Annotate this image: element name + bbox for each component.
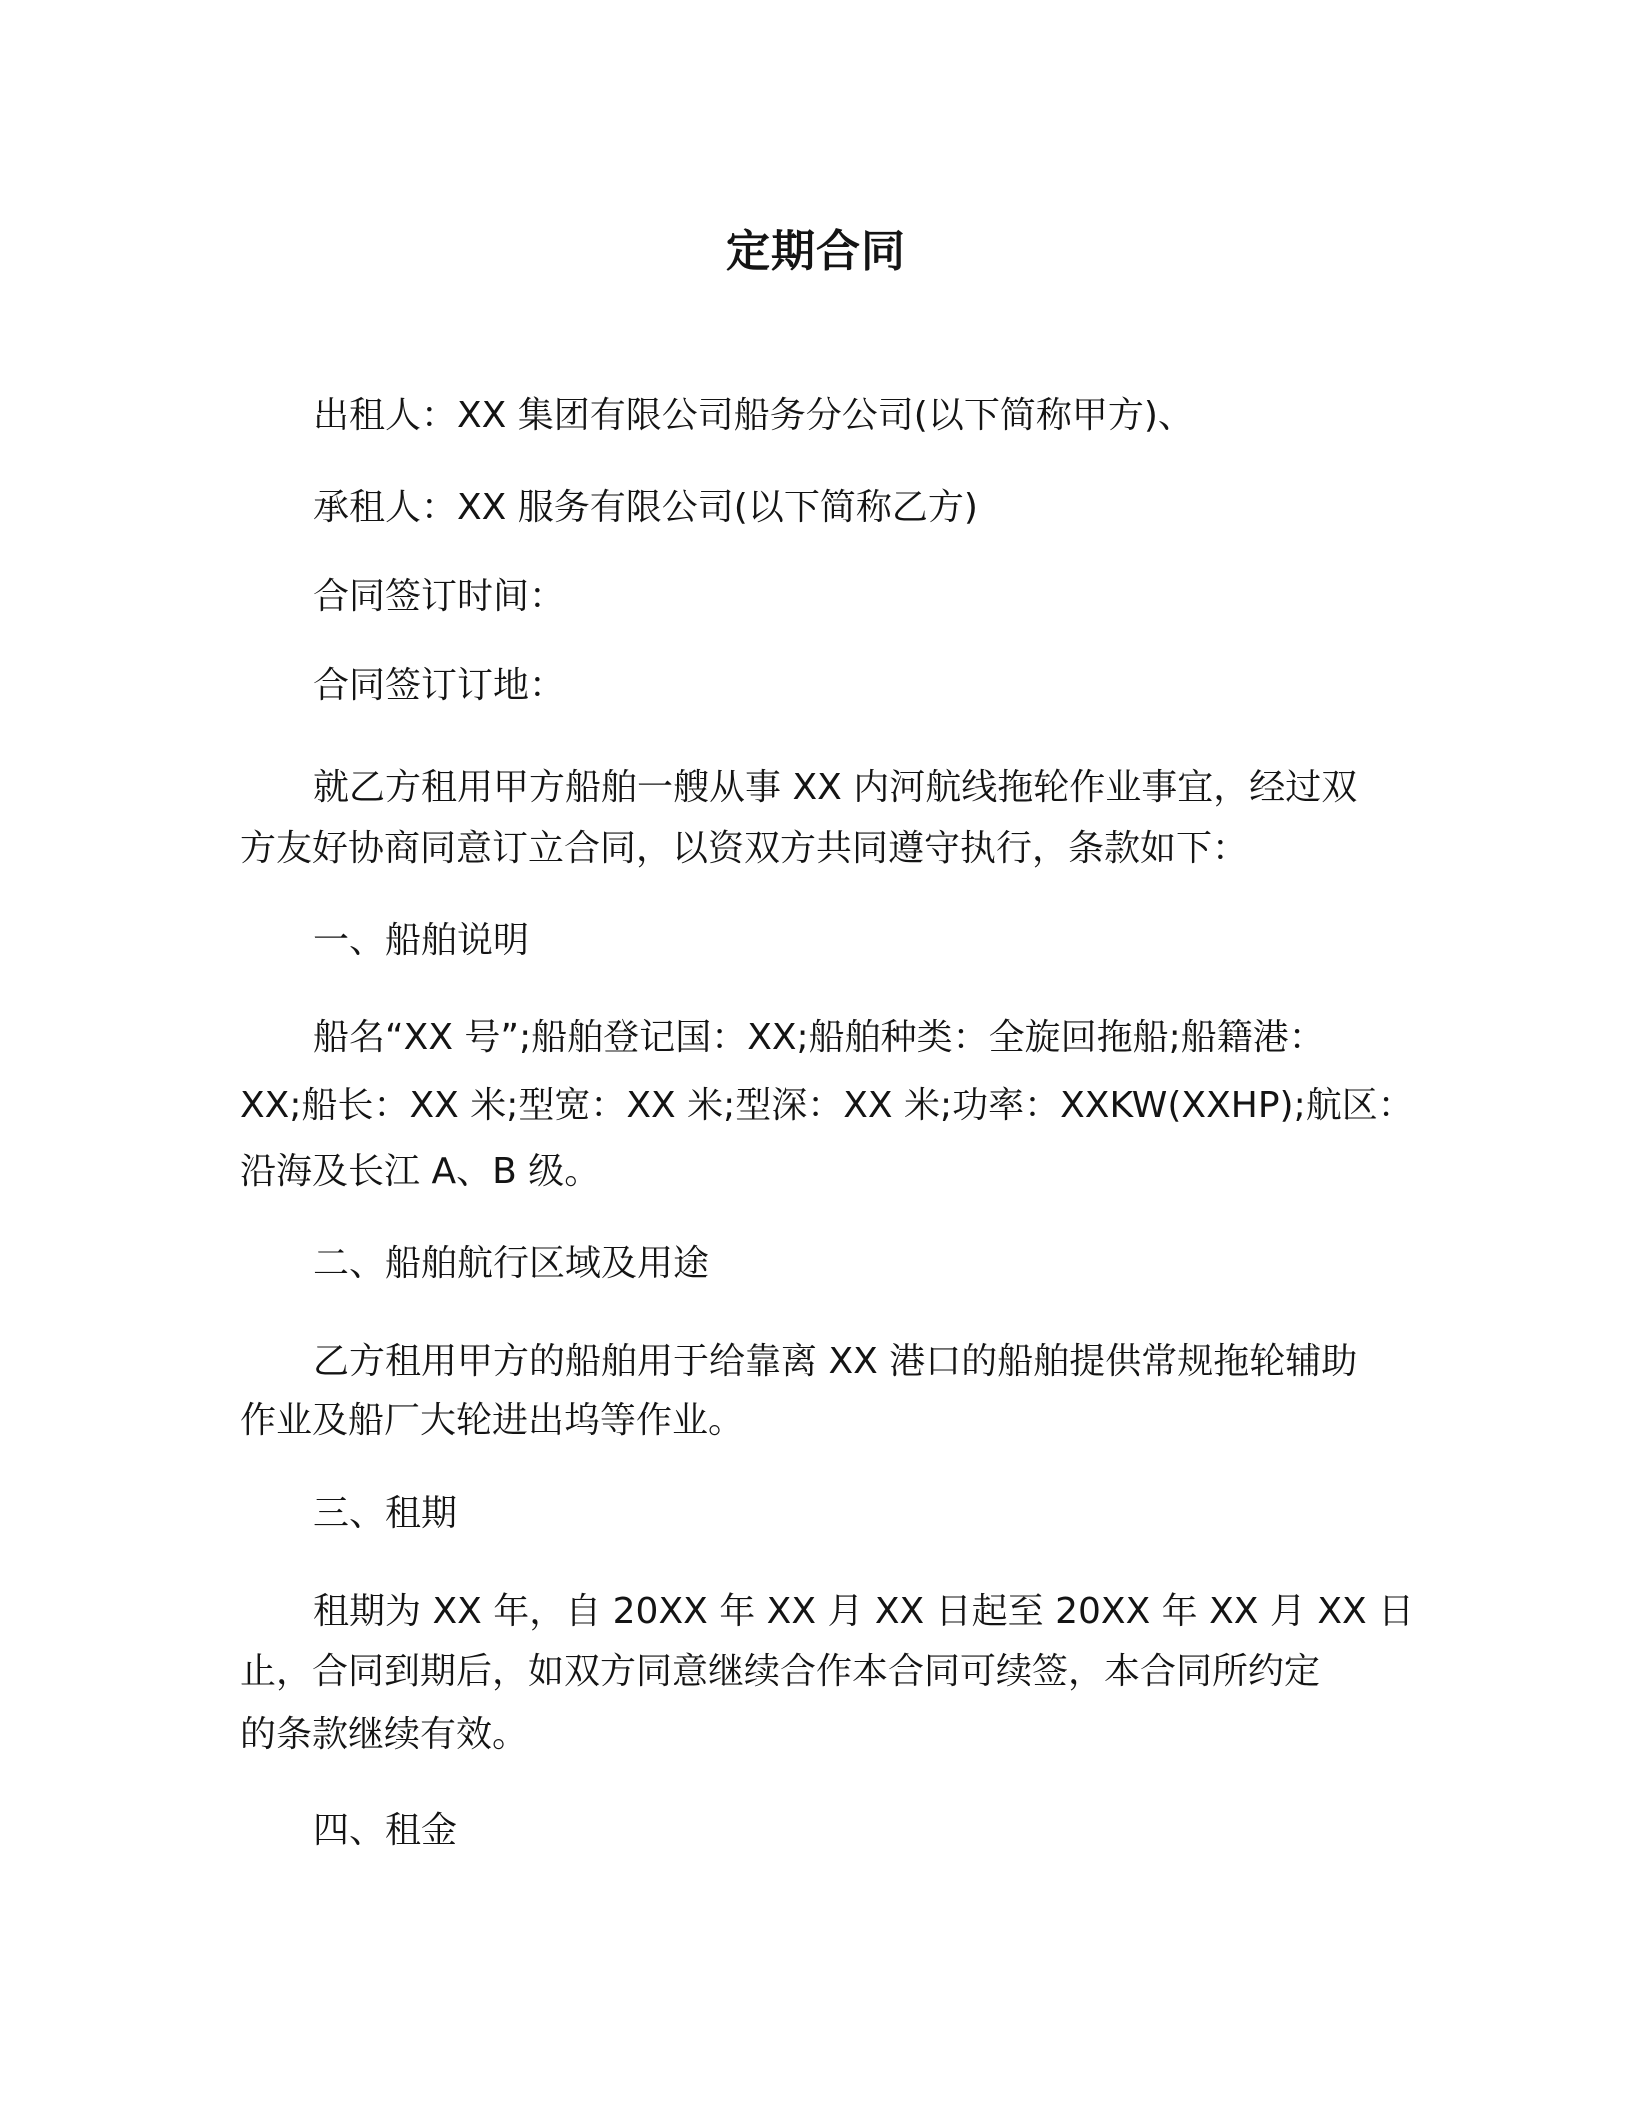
section-2-heading: 二、船舶航行区域及用途 [313,1243,710,1284]
preamble-line-1: 就乙方租用甲方船舶一艘从事 XX 内河航线拖轮作业事宜，经过双 [313,767,1358,808]
section-1-heading: 一、船舶说明 [313,920,530,961]
usage-line-1: 乙方租用甲方的船舶用于给靠离 XX 港口的船舶提供常规拖轮辅助 [313,1341,1358,1382]
usage-line-2: 作业及船厂大轮进出坞等作业。 [240,1400,745,1441]
ship-description-line-3: 沿海及长江 A、B 级。 [240,1151,601,1192]
document-title: 定期合同 [726,226,906,277]
signing-place-line: 合同签订订地： [313,665,566,706]
lessee-line: 承租人：XX 服务有限公司(以下简称乙方) [313,487,978,528]
signing-time-line: 合同签订时间： [313,576,566,617]
term-line-3: 的条款继续有效。 [240,1714,529,1755]
lessor-line: 出租人：XX 集团有限公司船务分公司(以下简称甲方)、 [313,395,1194,436]
ship-description-line-1: 船名“XX 号”;船舶登记国：XX;船舶种类：全旋回拖船;船籍港： [313,1017,1325,1058]
term-line-1: 租期为 XX 年，自 20XX 年 XX 月 XX 日起至 20XX 年 XX 月 XX 日 [313,1591,1415,1632]
term-line-2: 止，合同到期后，如双方同意继续合作本合同可续签，本合同所约定 [240,1651,1321,1692]
preamble-line-2: 方友好协商同意订立合同，以资双方共同遵守执行，条款如下： [240,828,1249,869]
section-3-heading: 三、租期 [313,1493,458,1534]
ship-description-line-2: XX;船长：XX 米;型宽：XX 米;型深：XX 米;功率：XXKW(XXHP);航区： [240,1085,1414,1126]
section-4-heading: 四、租金 [313,1810,458,1851]
